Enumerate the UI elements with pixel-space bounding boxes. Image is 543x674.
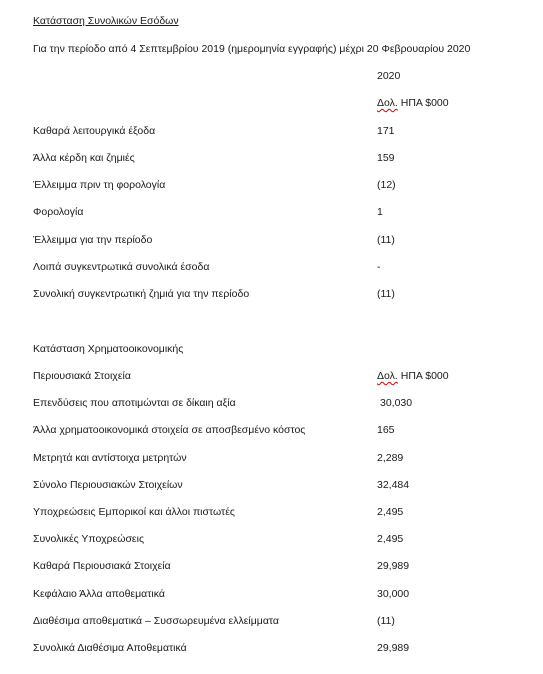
position-row-value: 29,989 <box>377 642 410 654</box>
income-row-value: 159 <box>377 152 395 164</box>
income-row-value: (11) <box>377 288 395 300</box>
financial-position-title: Κατάσταση Χρηματοοικονομικής <box>33 343 184 355</box>
income-row-value: 171 <box>377 125 395 137</box>
income-row-label: Φορολογία <box>33 206 84 218</box>
position-row-label: Συνολικές Υποχρεώσεις <box>33 533 144 545</box>
income-row-value: (12) <box>377 179 396 191</box>
position-row-value: 2,495 <box>377 506 404 518</box>
position-row-value: 165 <box>377 424 395 436</box>
year-header: 2020 <box>377 70 401 82</box>
position-currency-header <box>377 370 449 383</box>
income-statement-title: Κατάσταση Συνολικών Εσόδων <box>33 15 179 27</box>
income-currency-rest: ΗΠΑ $000 <box>397 97 449 109</box>
income-row-value: (11) <box>377 234 395 246</box>
position-row-value: 32,484 <box>377 479 410 491</box>
income-row-value: 1 <box>377 206 383 218</box>
income-row-label: Έλλειμμα για την περίοδο <box>33 234 153 246</box>
position-currency-abbrev: Δολ. <box>377 370 398 382</box>
position-row-value: 30,030 <box>380 397 413 409</box>
position-row-label: Κεφάλαιο Άλλα αποθεματικά <box>33 588 165 600</box>
position-row-value: 29,989 <box>377 560 410 572</box>
income-row-label: Καθαρά λειτουργικά έξοδα <box>33 125 156 137</box>
position-row-label: Υποχρεώσεις Εμπορικοί και άλλοι πιστωτές <box>33 506 235 518</box>
position-row-label: Διαθέσιμα αποθεματικά – Συσσωρευμένα ελλείμματα <box>33 615 279 627</box>
position-row-label: Καθαρά Περιουσιακά Στοιχεία <box>33 560 171 572</box>
position-row-label: Μετρητά και αντίστοιχα μετρητών <box>33 452 187 464</box>
income-row-label: Συνολική συγκεντρωτική ζημιά για την περίοδο <box>33 288 250 300</box>
income-row-label: Έλλειμμα πριν τη φορολογία <box>33 179 166 191</box>
income-currency-abbrev: Δολ. <box>377 97 398 109</box>
position-row-label: Άλλα χρηματοοικονομικά στοιχεία σε αποσβεσμένο κόστος <box>33 424 306 436</box>
position-row-label: Επενδύσεις που αποτιμώνται σε δίκαιη αξία <box>33 397 236 409</box>
income-row-value: - <box>377 261 381 273</box>
income-row-label: Λοιπά συγκεντρωτικά συνολικά έσοδα <box>33 261 210 273</box>
income-currency-header <box>377 97 449 110</box>
position-row-value: 2,495 <box>377 533 404 545</box>
position-currency-rest: ΗΠΑ $000 <box>397 370 449 382</box>
position-row-value: (11) <box>377 615 395 627</box>
position-row-label: Σύνολο Περιουσιακών Στοιχείων <box>33 479 183 491</box>
position-row-value: 2,289 <box>377 452 404 464</box>
income-statement-period: Για την περίοδο από 4 Σεπτεμβρίου 2019 (ημερομηνία εγγραφής) μέχρι 20 Φεβρουαρίου 2020 <box>33 43 471 55</box>
assets-header: Περιουσιακά Στοιχεία <box>33 370 131 382</box>
position-row-label: Συνολικά Διαθέσιμα Αποθεματικά <box>33 642 187 654</box>
income-row-label: Άλλα κέρδη και ζημιές <box>33 152 135 164</box>
position-row-value: 30,000 <box>377 588 410 600</box>
